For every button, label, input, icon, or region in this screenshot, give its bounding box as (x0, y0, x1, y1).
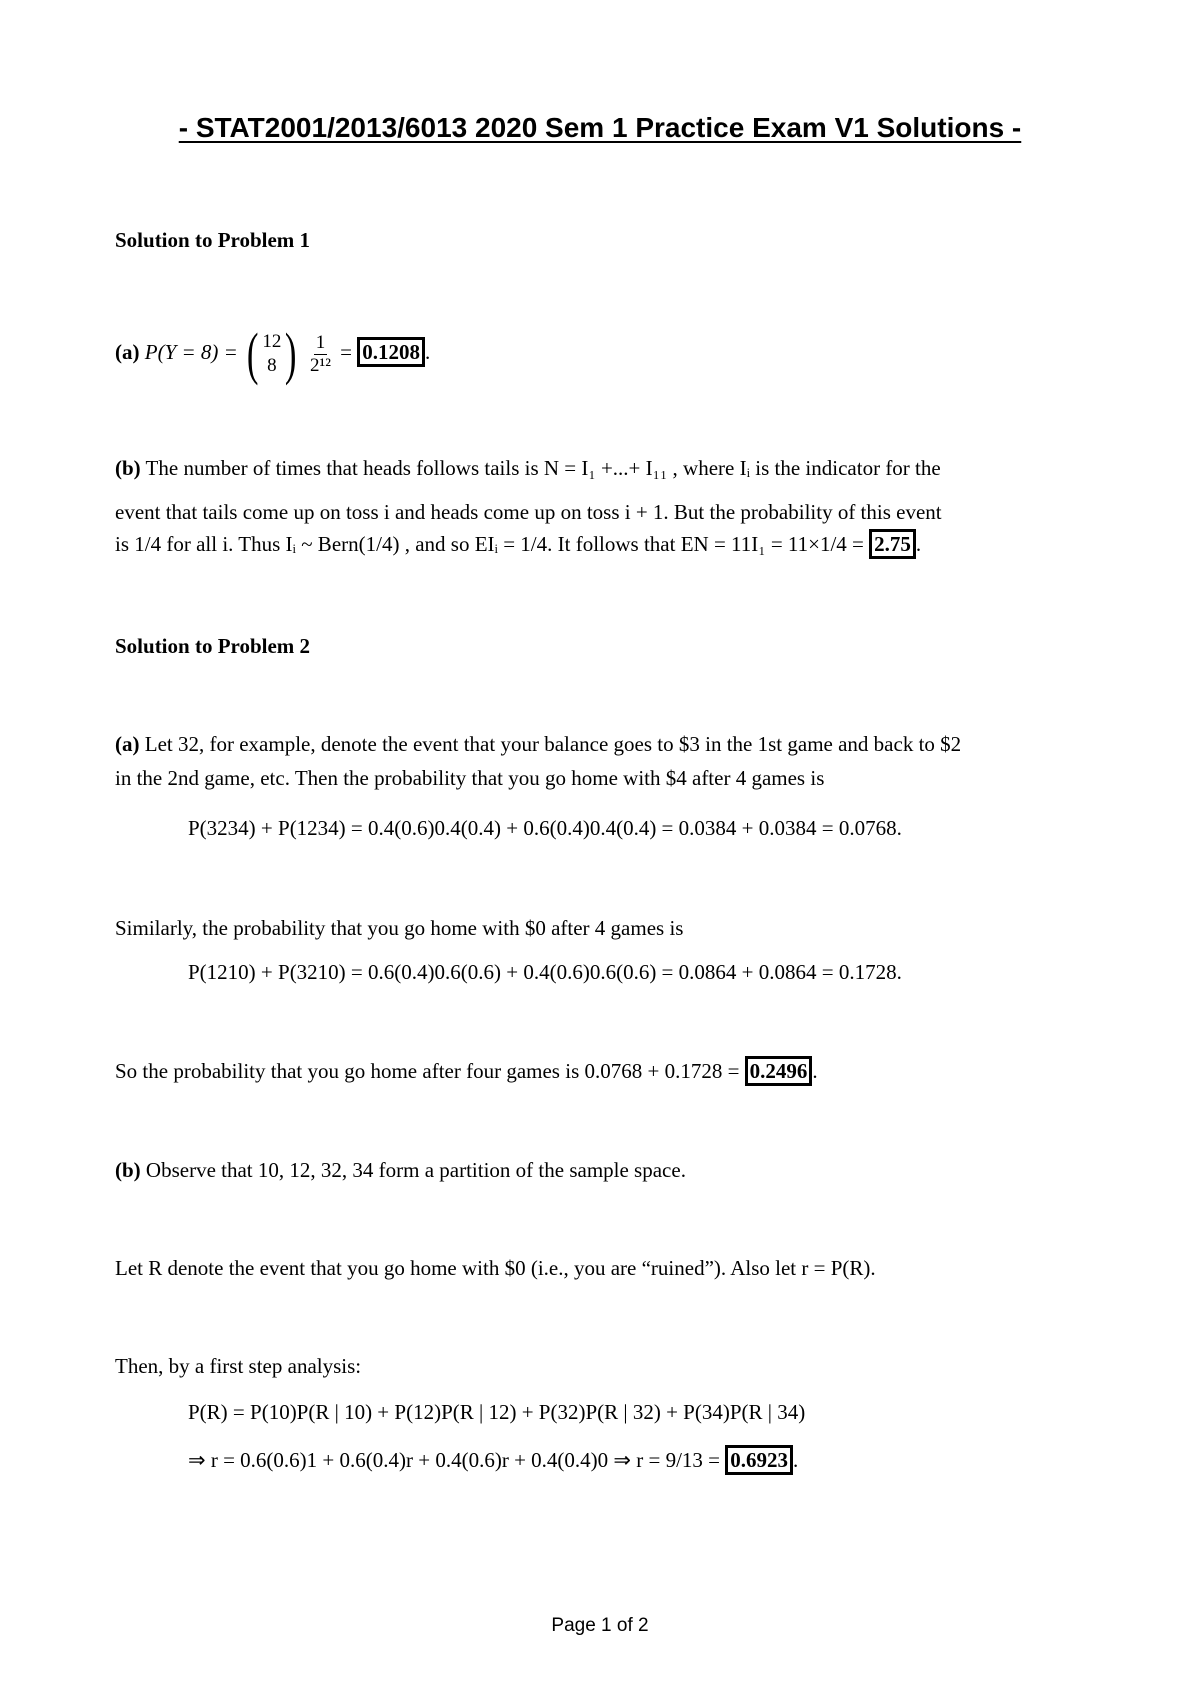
period: . (425, 340, 431, 364)
equals-sign: = (340, 340, 352, 364)
problem1-a-lhs: P(Y = 8) = (144, 340, 238, 364)
answer-box-1a: 0.1208 (357, 337, 425, 367)
period: . (915, 532, 922, 556)
problem1-b-text3: is 1/4 for all i. Thus Iᵢ ~ Bern(1/4) , and so EIᵢ = 1/4. It follows that EN = 11I₁ = 11×1/4 = (115, 532, 864, 556)
problem2-part-a-line1 (115, 728, 1105, 760)
frac-num: 1 (315, 331, 326, 353)
problem2-part-b-line3: Then, by a first step analysis: (115, 1354, 362, 1378)
problem2-b-eq2: ⇒ r = 0.6(0.6)1 + 0.6(0.4)r + 0.4(0.6)r + 0.4(0.4)0 ⇒ r = 9/13 = (188, 1448, 721, 1472)
problem2-b-label: (b) (115, 1158, 141, 1182)
problem2-part-a-line4 (115, 1055, 1105, 1087)
problem2-a-text1: Let 32, for example, denote the event that your balance goes to $3 in the 1st game and back to $2 (144, 732, 962, 756)
problem2-part-a-line3: Similarly, the probability that you go home with $0 after 4 games is (115, 916, 684, 940)
problem2-a-label: (a) (115, 732, 140, 756)
problem1-part-a (115, 321, 1105, 387)
period: . (793, 1448, 799, 1472)
problem2-a-text4: So the probability that you go home after four games is 0.0768 + 0.1728 = (115, 1059, 740, 1083)
binomial-coefficient: ( 12 8 ) (246, 321, 297, 387)
problem1-part-b-line1 (115, 452, 1105, 484)
period: . (812, 1059, 818, 1083)
problem1-b-text1: The number of times that heads follows tails is N = I₁ +...+ I₁₁ , where Iᵢ is the indicator for the (145, 456, 941, 480)
answer-box-1b: 2.75 (869, 529, 916, 559)
problem2-part-a-line2: in the 2nd game, etc. Then the probability that you go home with $4 after 4 games is (115, 766, 825, 790)
problem2-part-b-line2: Let R denote the event that you go home with $0 (i.e., you are “ruined”). Also let r = P(R). (115, 1256, 876, 1280)
binom-top: 12 (262, 331, 282, 353)
binom-bottom: 8 (267, 355, 277, 377)
problem1-part-b-line3 (115, 528, 1105, 560)
answer-box-2b: 0.6923 (725, 1445, 793, 1475)
page-number: Page 1 of 2 (551, 1615, 649, 1636)
problem2-equation-2: P(1210) + P(3210) = 0.6(0.4)0.6(0.6) + 0.4(0.6)0.6(0.6) = 0.0864 + 0.0864 = 0.1728. (188, 960, 902, 984)
problem1-part-b-line2: event that tails come up on toss i and heads come up on toss i + 1. But the probability of this event (115, 500, 942, 524)
page-title: - STAT2001/2013/6013 2020 Sem 1 Practice Exam V1 Solutions - (178, 112, 1022, 143)
problem2-part-b-line1 (115, 1154, 1105, 1186)
problem1-heading: Solution to Problem 1 (115, 228, 311, 252)
problem2-equation-3: P(R) = P(10)P(R | 10) + P(12)P(R | 12) + P(32)P(R | 32) + P(34)P(R | 34) (188, 1400, 806, 1424)
problem1-a-label: (a) (115, 340, 140, 364)
answer-box-2a: 0.2496 (745, 1056, 813, 1086)
problem2-equation-1: P(3234) + P(1234) = 0.4(0.6)0.4(0.4) + 0.6(0.4)0.4(0.4) = 0.0384 + 0.0384 = 0.0768. (188, 816, 902, 840)
problem2-b-text1: Observe that 10, 12, 32, 34 form a partition of the sample space. (145, 1158, 686, 1182)
frac-den: 2¹² (310, 354, 331, 376)
problem1-b-label: (b) (115, 456, 141, 480)
problem2-equation-4 (188, 1445, 798, 1475)
fraction (310, 332, 331, 377)
problem2-heading: Solution to Problem 2 (115, 634, 311, 658)
